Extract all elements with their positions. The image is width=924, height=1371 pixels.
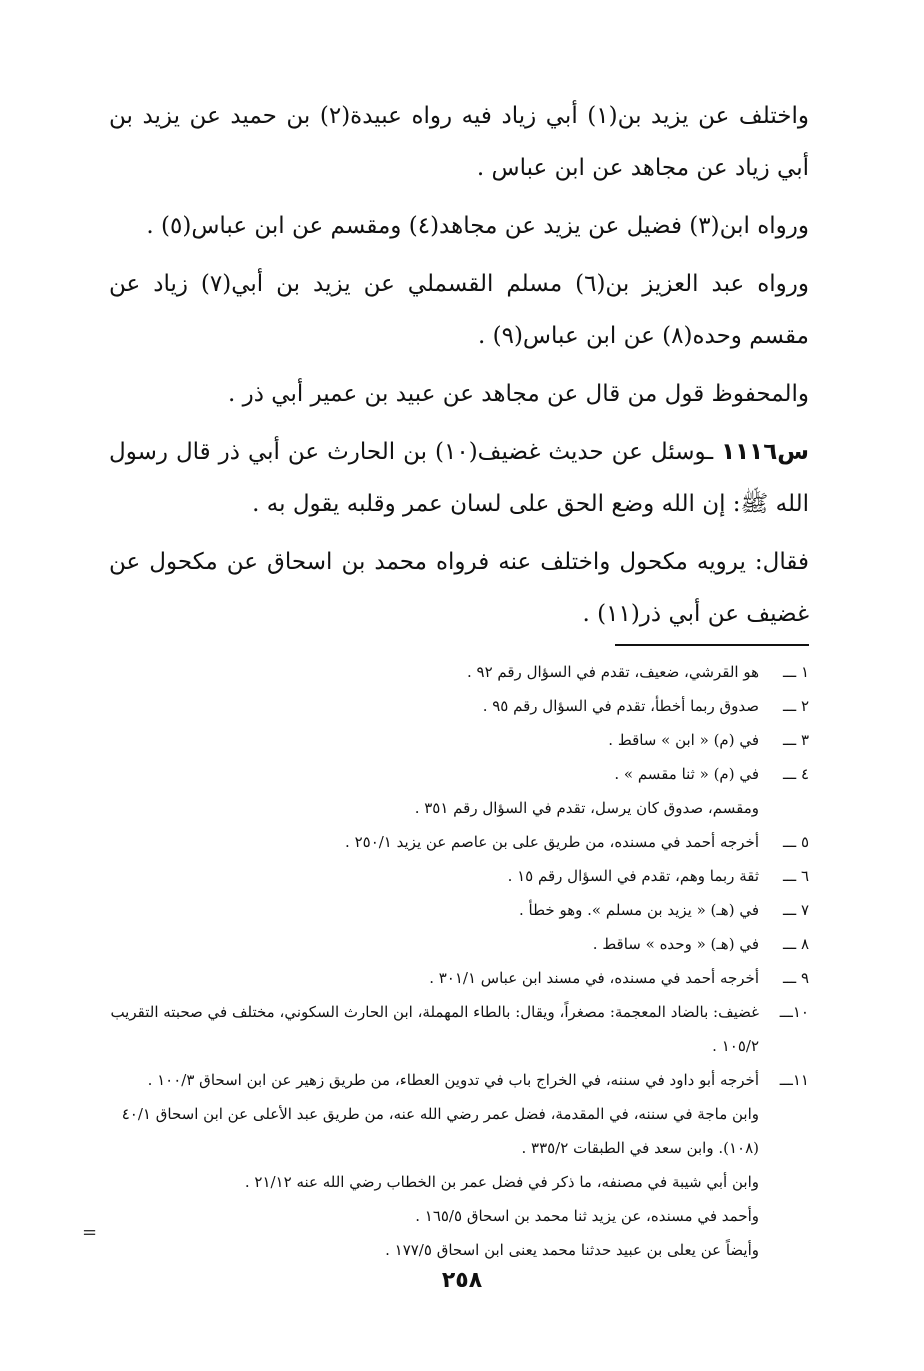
footnote-number: ١ ـــ (782, 663, 809, 681)
question-text: ـوسئل عن حديث غضيف(١٠) بن الحارث عن أبي ذر قال رسول الله ﷺ: إن الله وضع الحق على لسان عمر وقلبه يقول به . (109, 439, 809, 517)
page-number: ٢٥٨ (441, 1268, 483, 1293)
footnote-11-line-5: وأيضاً عن يعلى بن عبيد حدثنا محمد يعنى ابن اسحاق ١٧٧/٥ . (385, 1241, 759, 1259)
footnote-1 (109, 655, 809, 689)
paragraph-4: والمحفوظ قول من قال عن مجاهد عن عبيد بن عمير أبي ذر . (228, 381, 809, 407)
paragraph-1: واختلف عن يزيد بن(١) أبي زياد فيه رواه عبيدة(٢) بن حميد عن يزيد بن أبي زياد عن مجاهد عن ابن عباس . (109, 103, 809, 181)
footnote-text: في (هـ) « يزيد بن مسلم ». وهو خطأ . (519, 901, 759, 919)
footnote-3 (109, 723, 809, 757)
footnote-7 (109, 893, 809, 927)
footnote-4 (109, 757, 809, 791)
footnote-text: غضيف: بالضاد المعجمة: مصغراً، ويقال: بالطاء المهملة، ابن الحارث السكوني، مختلف في صحبته التقريب ١٠٥/٢ . (110, 1003, 759, 1055)
footnote-text: صدوق ربما أخطأ، تقدم في السؤال رقم ٩٥ . (482, 697, 759, 715)
footnote-2 (109, 689, 809, 723)
footnote-5 (109, 825, 809, 859)
footnote-number: ١١ـــ (779, 1071, 809, 1089)
footnote-4-continuation: ومقسم، صدوق كان يرسل، تقدم في السؤال رقم ٣٥١ . (414, 799, 759, 817)
paragraph-2: ورواه ابن(٣) فضيل عن يزيد عن مجاهد(٤) ومقسم عن ابن عباس(٥) . (146, 213, 809, 239)
footnote-6 (109, 859, 809, 893)
footnotes (109, 655, 809, 1267)
footnote-number: ٣ ـــ (782, 731, 809, 749)
footnote-text: أخرجه أبو داود في سننه، في الخراج باب في تدوين العطاء، من طريق زهير عن ابن اسحاق ١٠٠/٣ . (147, 1071, 759, 1089)
footnote-number: ٧ ـــ (782, 901, 809, 919)
footnote-11-line-3: وابن أبي شيبة في مصنفه، ما ذكر في فضل عمر بن الخطاب رضي الله عنه ٢١/١٢ . (244, 1173, 759, 1191)
footnote-8 (109, 927, 809, 961)
footnote-number: ٤ ـــ (782, 765, 809, 783)
footnote-number: ١٠ـــ (779, 1003, 809, 1021)
footnote-separator (615, 644, 809, 646)
question-number: س١١١٦ (721, 439, 809, 465)
footnote-number: ٦ ـــ (782, 867, 809, 885)
footnote-11-line-4: وأحمد في مسنده، عن يزيد ثنا محمد بن اسحاق ١٦٥/٥ . (415, 1207, 759, 1225)
main-text (109, 90, 809, 646)
question-paragraph (109, 426, 809, 530)
footnote-11 (109, 1063, 809, 1097)
footnote-11-line-2: وابن ماجة في سننه، في المقدمة، فضل عمر رضي الله عنه، من طريق عبد الأعلى عن ابن اسحاق ٤٠/١ (١٠٨). وابن سعد في الطبقات ٣٣٥/٢ . (121, 1105, 759, 1157)
footnote-text: أخرجه أحمد في مسنده، من طريق على بن عاصم عن يزيد ٢٥٠/١ . (345, 833, 759, 851)
footnote-text: هو القرشي، ضعيف، تقدم في السؤال رقم ٩٢ . (466, 663, 759, 681)
answer-paragraph: فقال: يرويه مكحول واختلف عنه فرواه محمد بن اسحاق عن مكحول عن غضيف عن أبي ذر(١١) . (109, 549, 809, 627)
footnote-10 (109, 995, 809, 1063)
footnote-number: ٢ ـــ (782, 697, 809, 715)
footnote-9 (109, 961, 809, 995)
footnote-text: في (م) « ثنا مقسم » . (614, 765, 759, 783)
footnote-number: ٩ ـــ (782, 969, 809, 987)
margin-mark: = (82, 1222, 98, 1243)
footnote-number: ٥ ـــ (782, 833, 809, 851)
footnote-text: في (هـ) « وحده » ساقط . (592, 935, 759, 953)
paragraph-3: ورواه عبد العزيز بن(٦) مسلم القسملي عن يزيد بن أبي(٧) زياد عن مقسم وحده(٨) عن ابن عباس(٩) . (109, 271, 809, 349)
footnote-text: ثقة ربما وهم، تقدم في السؤال رقم ١٥ . (507, 867, 759, 885)
footnote-number: ٨ ـــ (782, 935, 809, 953)
footnote-text: أخرجه أحمد في مسنده، في مسند ابن عباس ٣٠١/١ . (429, 969, 759, 987)
footnote-text: في (م) « ابن » ساقط . (608, 731, 759, 749)
